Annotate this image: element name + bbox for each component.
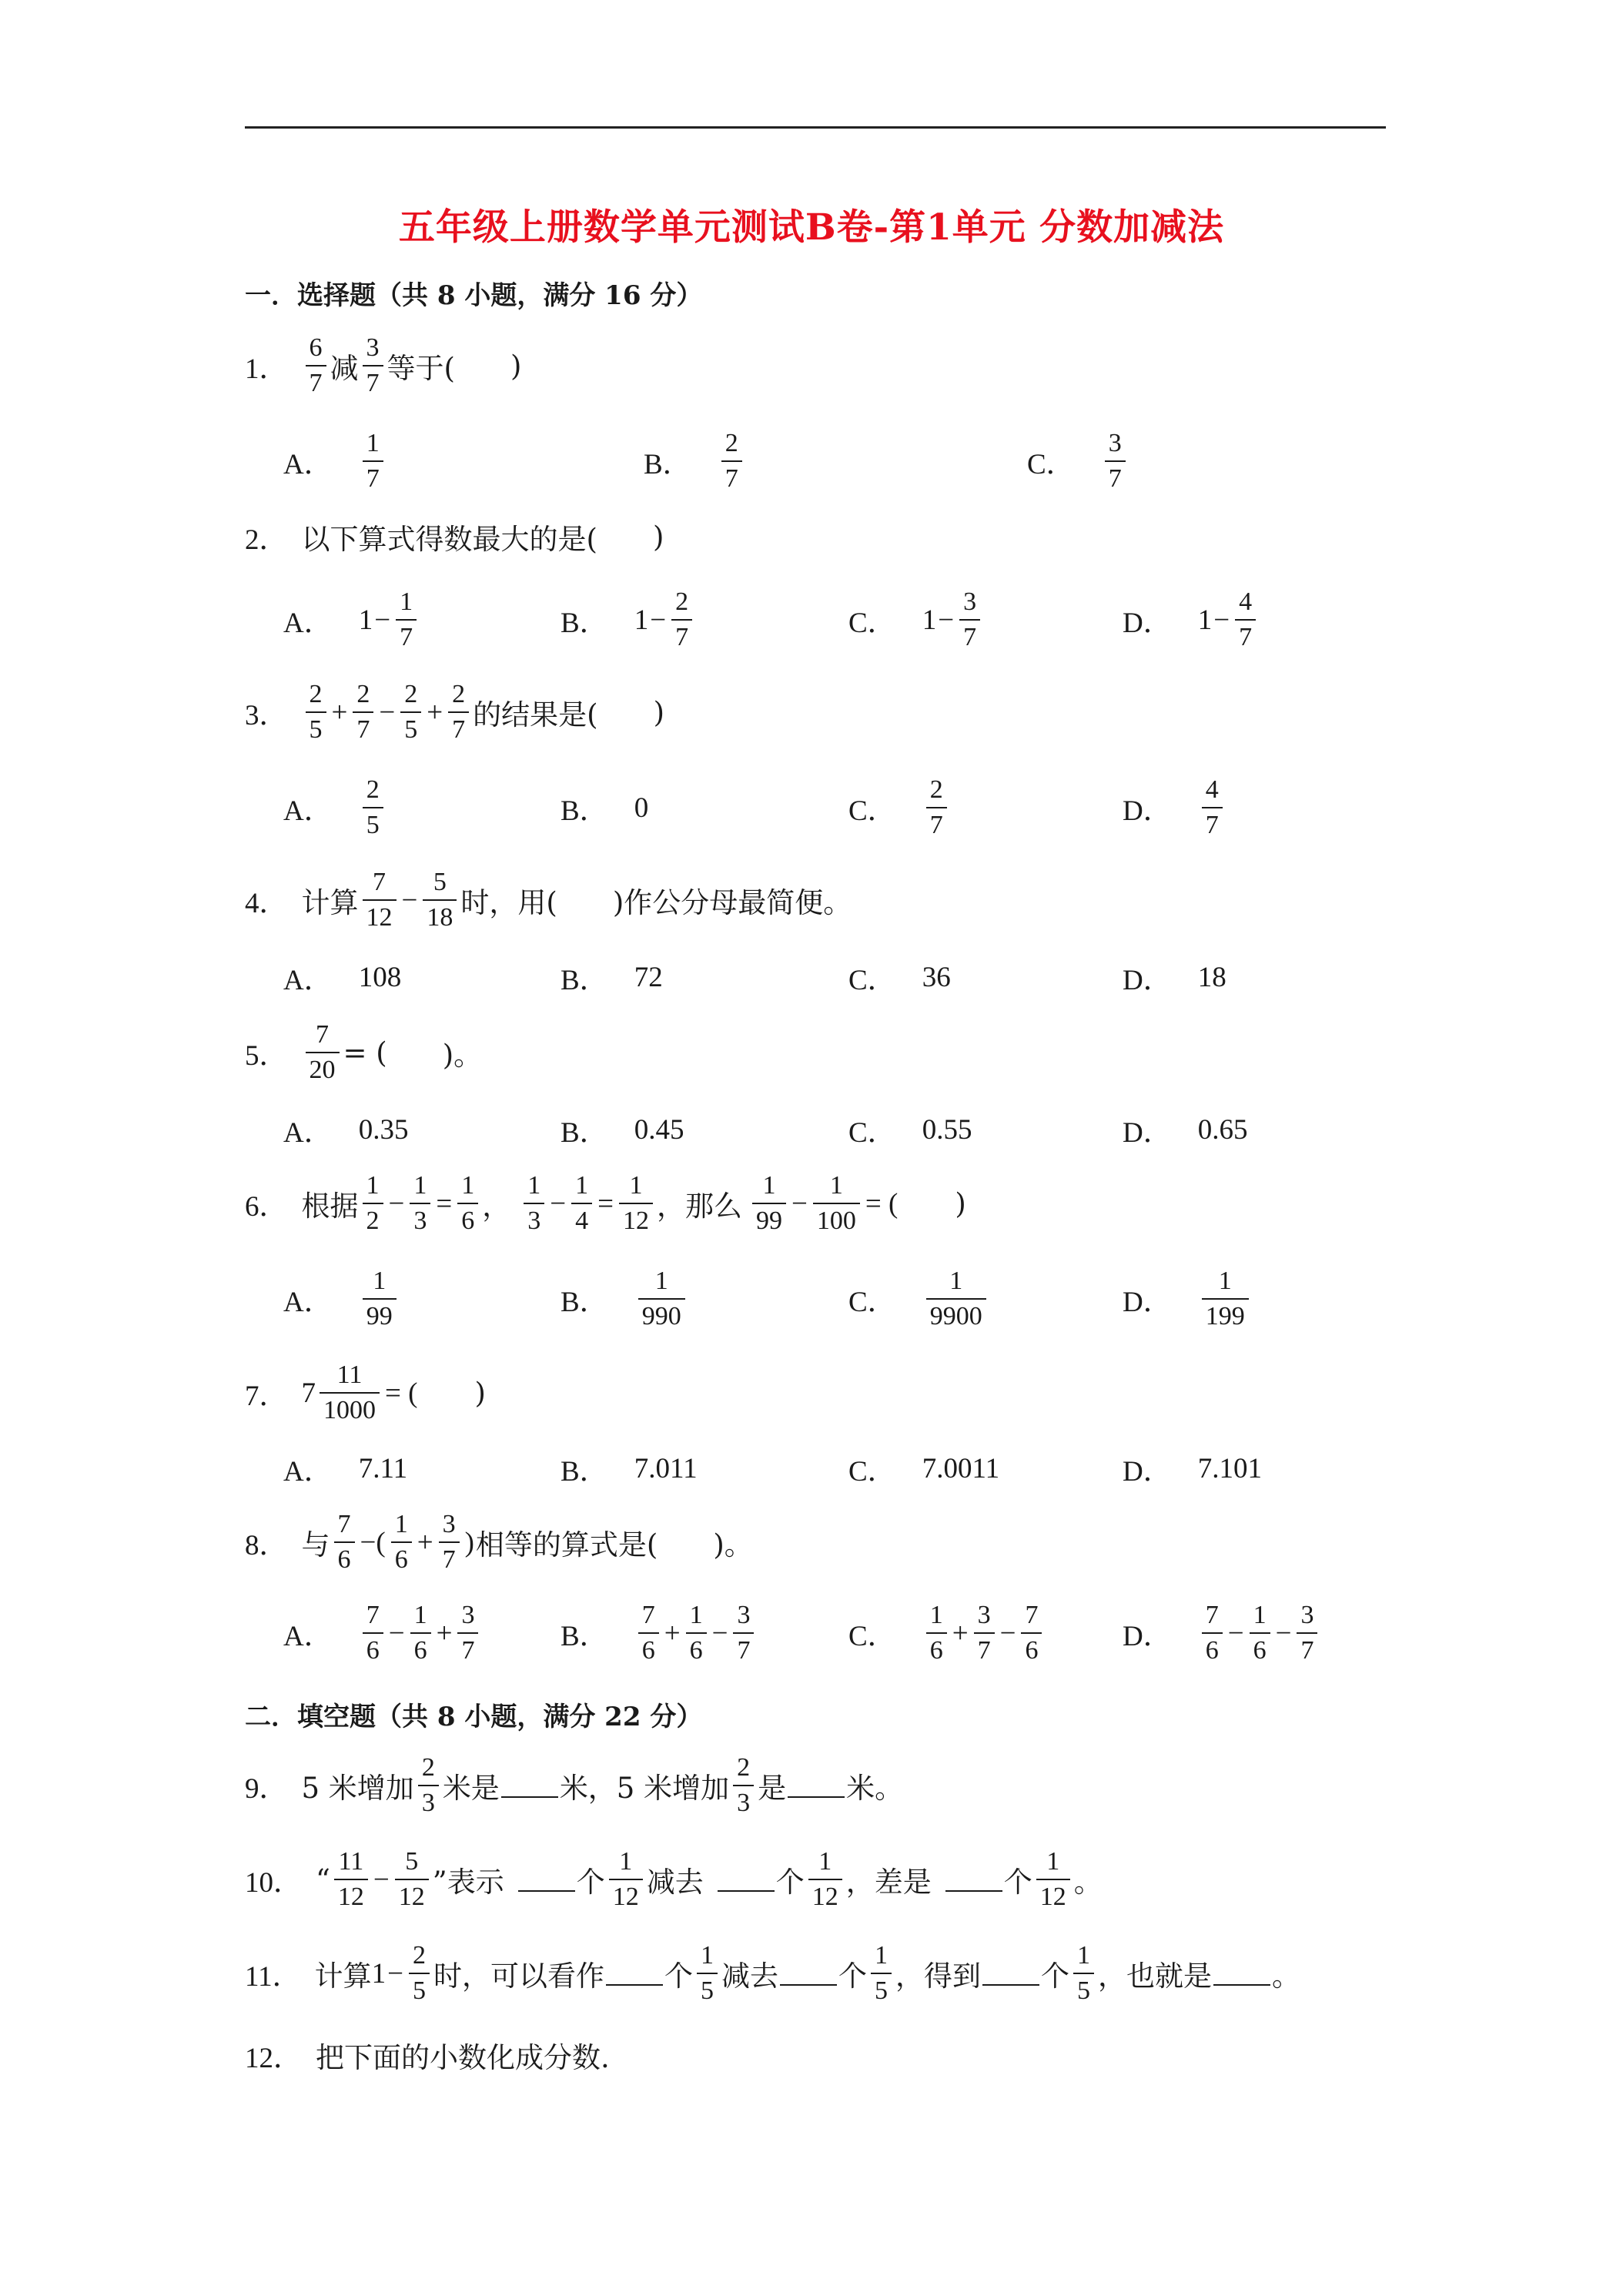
- question-3: 3． $\frac{2}{5}$ + $\frac{2}{7}$ − $\frac{2}{5}$ + $\frac{2}{7}$ 的结果是( ): [245, 680, 664, 744]
- q7-option-a[interactable]: A． 7.11: [283, 1452, 408, 1488]
- q5-option-b[interactable]: B． 0.45: [561, 1113, 684, 1149]
- section-fill-heading: 二．填空题（共 8 小题，满分 22 分）: [245, 1702, 703, 1732]
- fraction: $\frac{6}{7}$: [306, 335, 326, 397]
- q7-option-c[interactable]: C． 7.0011: [848, 1452, 1000, 1488]
- q3-option-d[interactable]: D． $\frac{4}{7}$: [1123, 765, 1226, 850]
- q2-option-d[interactable]: D． 1 − $\frac{4}{7}$: [1123, 577, 1260, 662]
- answer-blank[interactable]: [982, 1961, 1039, 1986]
- q5-option-c[interactable]: C． 0.55: [848, 1113, 972, 1149]
- answer-blank[interactable]: [1213, 1961, 1270, 1986]
- q1-option-b[interactable]: B． $\frac{2}{7}$: [644, 419, 746, 504]
- q6-option-b[interactable]: B． $\frac{1}{990}$: [561, 1257, 689, 1341]
- question-2: 2． 以下算式得数最大的是( ): [245, 520, 664, 556]
- page-title: 五年级上册数学单元测试B卷-第1单元 分数加减法: [398, 206, 1225, 249]
- q1-option-a[interactable]: A． $\frac{1}{7}$: [283, 419, 387, 504]
- q3-option-c[interactable]: C． $\frac{2}{7}$: [848, 765, 951, 850]
- q8-option-b[interactable]: B． $\frac{7}{6}$ + $\frac{1}{6}$ − $\frac{3}{7}$: [561, 1591, 758, 1675]
- q6-option-c[interactable]: C． $\frac{1}{9900}$: [848, 1257, 990, 1341]
- q4-option-b[interactable]: B． 72: [561, 961, 663, 996]
- top-rule: [245, 126, 1386, 129]
- q7-option-b[interactable]: B． 7.011: [561, 1452, 698, 1488]
- answer-blank[interactable]: [788, 1773, 845, 1798]
- question-7: 7． 7 $\frac{11}{1000}$ = ( ): [245, 1361, 486, 1424]
- q4-option-d[interactable]: D． 18: [1123, 961, 1226, 996]
- q2-option-b[interactable]: B． 1 − $\frac{2}{7}$: [561, 577, 696, 662]
- answer-blank[interactable]: [945, 1867, 1002, 1892]
- q6-option-a[interactable]: A． $\frac{1}{99}$: [283, 1257, 400, 1341]
- question-4: 4． 计算 $\frac{7}{12}$ − $\frac{5}{18}$ 时，用( )作公分母最简便。: [245, 868, 852, 932]
- q4-option-c[interactable]: C． 36: [848, 961, 951, 996]
- answer-blank[interactable]: [718, 1867, 775, 1892]
- question-8: 8． 与 $\frac{7}{6}$ −( $\frac{1}{6}$ + $\frac{3}{7}$ ) 相等的算式是( )。: [245, 1510, 753, 1574]
- answer-blank[interactable]: [606, 1961, 663, 1986]
- q8-option-d[interactable]: D． $\frac{7}{6}$ − $\frac{1}{6}$ − $\frac{3}{7}$: [1123, 1591, 1321, 1675]
- question-5: 5． $\frac{7}{20}$ = ( )。: [245, 1020, 483, 1084]
- q5-option-d[interactable]: D． 0.65: [1123, 1113, 1248, 1149]
- q8-option-a[interactable]: A． $\frac{7}{6}$ − $\frac{1}{6}$ + $\frac{3}{7}$: [283, 1591, 482, 1675]
- question-1: 1． $\frac{6}{7}$ 减 $\frac{3}{7}$ 等于( ): [245, 333, 522, 397]
- question-11: 11． 计算 1 − $\frac{2}{5}$ 时，可以看作 个 $\frac{1}{5}$ 减去 个 $\frac{1}{5}$ ，得到 个 $\frac{1}{5}$ ，也就是 。: [245, 1941, 1301, 2005]
- question-6: 6． 根据 $\frac{1}{2}$ − $\frac{1}{3}$ = $\frac{1}{6}$ ， $\frac{1}{3}$ − $\frac{1}{4}$ = $\frac{1}{12}$ ，那么 $\frac{1}{99}$ − $\frac{1}{100}$ = ( ): [245, 1171, 966, 1235]
- answer-blank[interactable]: [501, 1773, 558, 1798]
- q3-option-a[interactable]: A． $\frac{2}{5}$: [283, 765, 387, 850]
- fraction: $\frac{3}{7}$: [363, 335, 383, 397]
- q3-option-b[interactable]: B． 0: [561, 792, 649, 827]
- question-12: 12． 把下面的小数化成分数.: [245, 2041, 610, 2074]
- q8-option-c[interactable]: C． $\frac{1}{6}$ + $\frac{3}{7}$ − $\frac{7}{6}$: [848, 1591, 1046, 1675]
- section-choice-heading: 一．选择题（共 8 小题，满分 16 分）: [245, 280, 703, 311]
- q7-option-d[interactable]: D． 7.101: [1123, 1452, 1262, 1488]
- answer-blank[interactable]: [780, 1961, 837, 1986]
- question-10: 10． “ $\frac{11}{12}$ − $\frac{5}{12}$ ”表示 个 $\frac{1}{12}$ 减去 个 $\frac{1}{12}$ ，差是 个 $\frac{1}{12}$ 。: [245, 1847, 1103, 1911]
- q4-option-a[interactable]: A． 108: [283, 961, 402, 996]
- q1-option-c[interactable]: C． $\frac{3}{7}$: [1027, 419, 1129, 504]
- q2-option-a[interactable]: A． 1 − $\frac{1}{7}$: [283, 577, 420, 662]
- q6-option-d[interactable]: D． $\frac{1}{199}$: [1123, 1257, 1253, 1341]
- q2-option-c[interactable]: C． 1 − $\frac{3}{7}$: [848, 577, 984, 662]
- q5-option-a[interactable]: A． 0.35: [283, 1113, 409, 1149]
- answer-blank[interactable]: [518, 1867, 575, 1892]
- question-9: 9． 5 米增加 $\frac{2}{3}$ 米是 米，5 米增加 $\frac{2}{3}$ 是 米。: [245, 1753, 904, 1817]
